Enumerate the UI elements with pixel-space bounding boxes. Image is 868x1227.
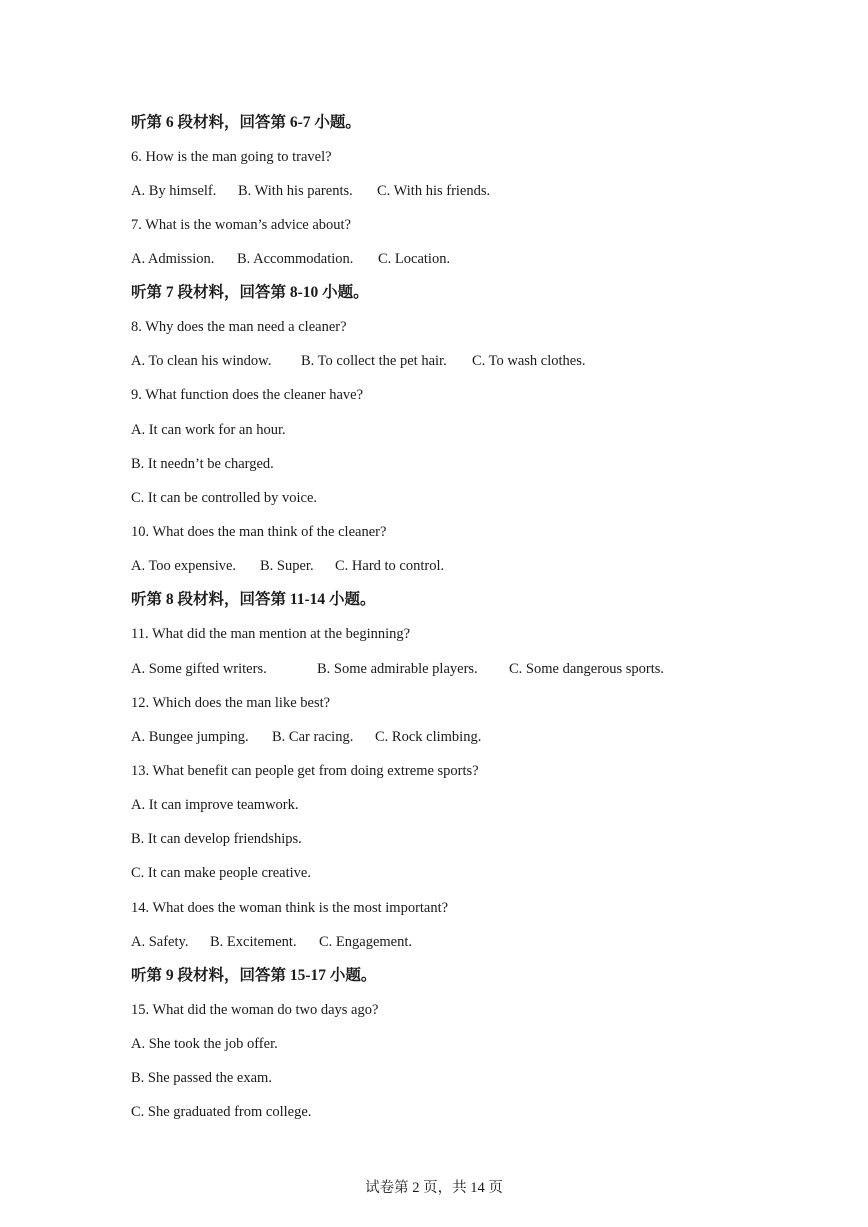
section-heading-2: 听第 7 段材料，回答第 8-10 小题。 [131,284,369,301]
option-b: B. To collect the pet hair. [301,353,447,369]
option-c: C. Engagement. [319,934,413,950]
option-a: A. To clean his window. [131,353,272,369]
question-9-option-c: C. It can be controlled by voice. [131,490,318,506]
question-11-stem: 11. What did the man mention at the beginning? [131,626,411,642]
section-heading-3: 听第 8 段材料，回答第 11-14 小题。 [131,591,376,608]
option-a: A. Admission. [131,251,215,267]
question-9-stem: 9. What function does the cleaner have? [131,387,364,403]
question-15-option-a: A. She took the job offer. [131,1036,278,1052]
question-13-stem: 13. What benefit can people get from doing extreme sports? [131,763,479,779]
option-c: C. With his friends. [377,183,491,199]
question-13-option-c: C. It can make people creative. [131,865,311,881]
option-c: C. Rock climbing. [375,729,482,745]
question-13-option-a: A. It can improve teamwork. [131,797,299,813]
option-c: C. Location. [378,251,451,267]
option-b: B. Excitement. [210,934,297,950]
section-heading-4: 听第 9 段材料，回答第 15-17 小题。 [131,967,377,984]
question-10-stem: 10. What does the man think of the cleaner? [131,524,387,540]
page-footer: 试卷第 2 页，共 14 页 [365,1180,503,1196]
option-b: B. Car racing. [272,729,354,745]
option-b: B. Accommodation. [237,251,354,267]
question-6-stem: 6. How is the man going to travel? [131,149,332,165]
question-12-stem: 12. Which does the man like best? [131,695,331,711]
option-a: A. Some gifted writers. [131,661,267,677]
option-a: A. By himself. [131,183,217,199]
question-15-stem: 15. What did the woman do two days ago? [131,1002,379,1018]
option-a: A. Bungee jumping. [131,729,249,745]
option-c: C. To wash clothes. [472,353,586,369]
question-9-option-b: B. It needn’t be charged. [131,456,274,472]
question-7-stem: 7. What is the woman’s advice about? [131,217,351,233]
option-c: C. Hard to control. [335,558,445,574]
option-a: A. Safety. [131,934,189,950]
question-8-stem: 8. Why does the man need a cleaner? [131,319,347,335]
option-b: B. Super. [260,558,314,574]
question-14-stem: 14. What does the woman think is the most important? [131,900,449,916]
section-heading-1: 听第 6 段材料，回答第 6-7 小题。 [131,114,361,131]
question-9-option-a: A. It can work for an hour. [131,422,286,438]
question-15-option-c: C. She graduated from college. [131,1104,312,1120]
option-b: B. With his parents. [238,183,353,199]
option-c: C. Some dangerous sports. [509,661,665,677]
question-13-option-b: B. It can develop friendships. [131,831,302,847]
option-b: B. Some admirable players. [317,661,478,677]
question-15-option-b: B. She passed the exam. [131,1070,272,1086]
option-a: A. Too expensive. [131,558,237,574]
